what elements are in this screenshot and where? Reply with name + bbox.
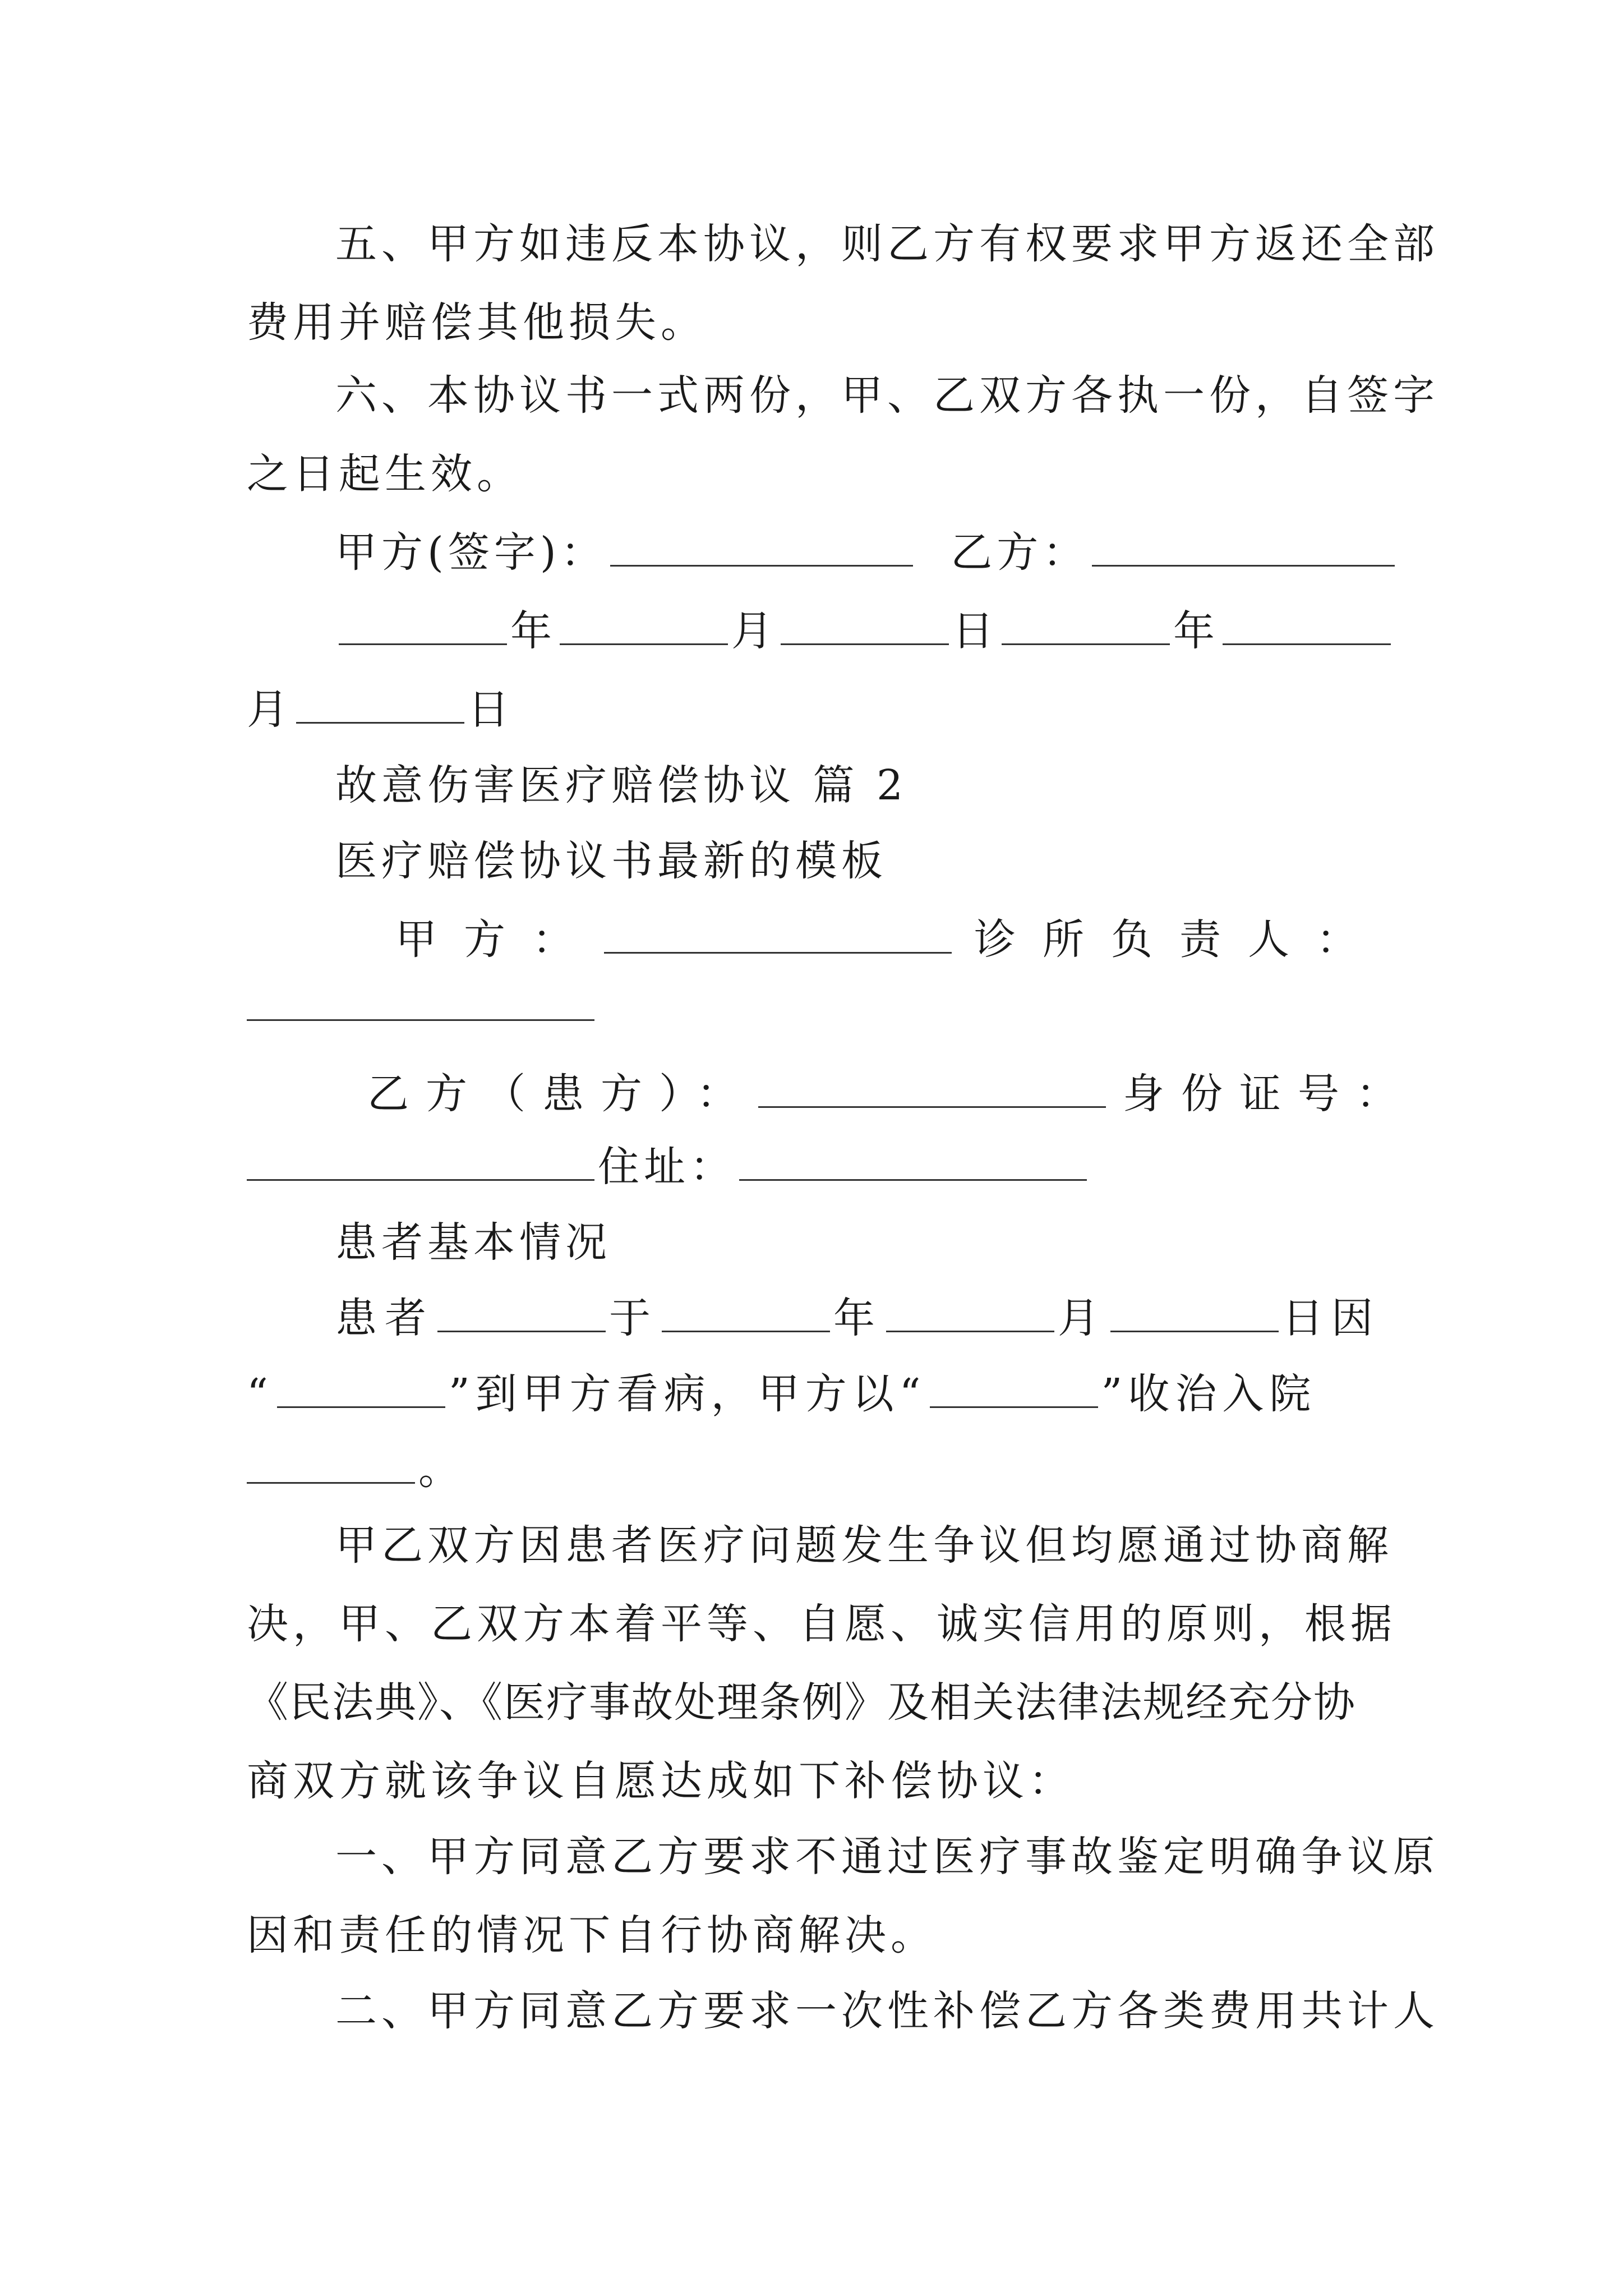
year-blank-a[interactable] xyxy=(339,604,507,645)
admit-date-blank[interactable] xyxy=(247,1443,415,1484)
admit-date-line xyxy=(247,1442,1385,1498)
party-a-label: 甲方： xyxy=(395,915,601,964)
patient-word: 患者 xyxy=(335,1294,434,1342)
month-blank-a[interactable] xyxy=(560,604,728,645)
intro-line-3: 《民法典》、《医疗事故处理条例》及相关法律法规经充分协 xyxy=(247,1678,1356,1727)
party-a-signature-blank[interactable] xyxy=(610,526,913,567)
party-a-line xyxy=(247,912,1385,968)
clause-6-line-1: 六、本协议书一式两份，甲、乙双方各执一份，自签字 xyxy=(335,371,1439,420)
clause-5-line-2: 费用并赔偿其他损失。 xyxy=(247,298,707,347)
patient-heading: 患者基本情况 xyxy=(335,1218,611,1267)
party-b-label: 乙方（患方）： xyxy=(367,1070,755,1118)
patient-name-blank[interactable] xyxy=(437,1291,606,1332)
section-subheading: 医疗赔偿协议书最新的模板 xyxy=(335,837,887,885)
year-blank-b[interactable] xyxy=(1002,604,1170,645)
day-label-a: 日 xyxy=(952,607,998,655)
party-b-signature-label: 乙方： xyxy=(951,528,1089,577)
signature-line xyxy=(247,524,1385,581)
clinic-head-line xyxy=(247,979,1385,1035)
date-line xyxy=(247,603,1385,659)
party-b-line xyxy=(247,1066,1414,1122)
item-1-line-2: 因和责任的情况下自行协商解决。 xyxy=(247,1911,937,1959)
address-label: 住址： xyxy=(598,1143,736,1191)
visit-text: ”到甲方看病，甲方以“ xyxy=(448,1370,926,1418)
address-line xyxy=(247,1139,1385,1195)
clause-5-line-1: 五、甲方如违反本协议，则乙方有权要求甲方返还全部 xyxy=(335,220,1439,268)
day-blank-b[interactable] xyxy=(296,683,464,724)
id-number-blank[interactable] xyxy=(247,1140,594,1181)
party-b-blank[interactable] xyxy=(758,1067,1106,1108)
admit-reason-blank[interactable] xyxy=(930,1367,1098,1408)
date-line-continued xyxy=(247,682,1385,738)
admit-text: ”收治入院 xyxy=(1101,1370,1317,1418)
party-b-signature-blank[interactable] xyxy=(1092,526,1395,567)
month-label-a: 月 xyxy=(731,607,777,655)
intro-line-2: 决，甲、乙双方本着平等、自愿、诚实信用的原则，根据 xyxy=(247,1600,1396,1648)
party-a-blank[interactable] xyxy=(604,913,952,954)
item-2-line-1: 二、甲方同意乙方要求一次性补偿乙方各类费用共计人 xyxy=(335,1987,1439,2035)
address-blank[interactable] xyxy=(739,1140,1087,1181)
quote-open: “ xyxy=(247,1370,274,1418)
patient-visit-line xyxy=(247,1366,1385,1422)
patient-year-blank[interactable] xyxy=(662,1291,830,1332)
section-heading: 故意伤害医疗赔偿协议 篇 2 xyxy=(335,761,908,809)
patient-day-due-label: 日因 xyxy=(1282,1294,1381,1342)
at-word: 于 xyxy=(609,1294,658,1342)
clinic-head-label: 诊所负责人： xyxy=(974,915,1385,964)
clinic-head-blank[interactable] xyxy=(247,980,594,1021)
intro-line-4: 商双方就该争议自愿达成如下补偿协议： xyxy=(247,1757,1075,1805)
party-a-signature-label: 甲方(签字)： xyxy=(335,528,607,577)
day-label-b: 日 xyxy=(468,685,514,734)
patient-day-blank[interactable] xyxy=(1110,1291,1279,1332)
clause-6-line-2: 之日起生效。 xyxy=(247,450,523,498)
visit-reason-blank[interactable] xyxy=(277,1367,445,1408)
intro-line-1: 甲乙双方因患者医疗问题发生争议但均愿通过协商解 xyxy=(335,1521,1393,1570)
patient-year-label: 年 xyxy=(833,1294,883,1342)
year-label-a: 年 xyxy=(510,607,556,655)
patient-date-line xyxy=(247,1290,1385,1346)
id-number-label: 身份证号： xyxy=(1123,1070,1414,1118)
patient-month-blank[interactable] xyxy=(886,1291,1054,1332)
day-blank-a[interactable] xyxy=(781,604,949,645)
period: 。 xyxy=(418,1446,464,1494)
year-label-b: 年 xyxy=(1173,607,1219,655)
month-label-b: 月 xyxy=(247,685,293,734)
item-1-line-1: 一、甲方同意乙方要求不通过医疗事故鉴定明确争议原 xyxy=(335,1833,1439,1881)
month-blank-b-start[interactable] xyxy=(1223,604,1391,645)
patient-month-label: 月 xyxy=(1058,1294,1107,1342)
